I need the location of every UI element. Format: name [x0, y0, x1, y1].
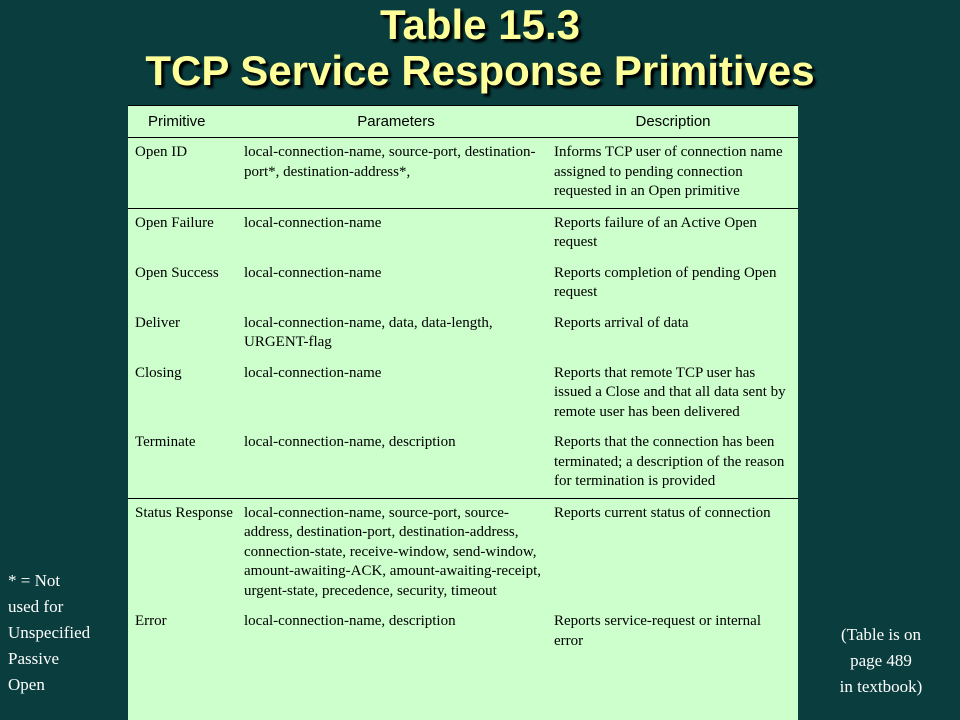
table-row [128, 309, 798, 359]
textbook-page-note [806, 622, 956, 700]
footnote-line: used for [8, 597, 64, 616]
cell-description: Informs TCP user of connection name assigned to pending connection requested in an Open primitive [554, 144, 783, 199]
cell-primitive: Deliver [135, 314, 180, 331]
footnote-line: Passive [8, 649, 59, 668]
table-row [128, 138, 798, 209]
footnote-line: * = Not [8, 571, 61, 590]
page-note-line: in textbook) [839, 677, 923, 696]
cell-parameters: local-connection-name, description [244, 434, 456, 450]
cell-description: Reports arrival of data [554, 314, 689, 331]
table-row [128, 259, 798, 309]
primitives-table-panel [128, 105, 798, 720]
footnote-line: Open [8, 675, 45, 694]
cell-description: Reports completion of pending Open request [554, 264, 777, 300]
cell-primitive: Open Failure [128, 208, 244, 259]
cell-parameters: local-connection-name [244, 208, 548, 259]
title-line-1: Table 15.3 [380, 1, 580, 48]
cell-primitive: Closing [135, 364, 182, 381]
cell-parameters: local-connection-name, source-port, source-address, destination-port, destination-address, connection-state, receive-window, send-window, amount-awaiting-ACK, amount-awaiting-receipt, urgent-state, precedence, security, timeout [244, 498, 548, 607]
cell-primitive: Open Success [135, 264, 219, 281]
header-description: Description [548, 106, 798, 138]
header-parameters: Parameters [244, 106, 548, 138]
cell-parameters: local-connection-name, source-port, destination-port*, destination-address*, [244, 144, 536, 180]
table-row [128, 359, 798, 429]
cell-description: Reports current status of connection [548, 498, 798, 607]
cell-primitive: Status Response [128, 498, 244, 607]
header-primitive: Primitive [128, 106, 244, 138]
table-row [128, 607, 798, 657]
title-line-2: TCP Service Response Primitives [145, 47, 815, 94]
cell-description: Reports that remote TCP user has issued a Close and that all data sent by remote user has been delivered [554, 364, 786, 420]
page-note-line: page 489 [850, 651, 912, 670]
table-row [128, 428, 798, 498]
cell-description: Reports failure of an Active Open request [548, 208, 798, 259]
cell-parameters: local-connection-name, data, data-length, URGENT-flag [244, 314, 493, 350]
footnote-line: Unspecified [8, 623, 91, 642]
page-note-line: (Table is on [840, 625, 921, 644]
table-row [128, 498, 798, 607]
cell-primitive: Terminate [135, 434, 196, 450]
table-header-row [128, 106, 798, 138]
cell-parameters: local-connection-name [244, 364, 382, 381]
footnote-asterisk [8, 568, 90, 698]
cell-description: Reports that the connection has been terminated; a description of the reason for termination is provided [554, 434, 785, 489]
table-row [128, 208, 798, 259]
cell-description: Reports service-request or internal error [554, 613, 762, 649]
cell-parameters: local-connection-name, description [244, 613, 456, 629]
primitives-table [128, 105, 798, 657]
cell-primitive: Error [135, 613, 167, 629]
cell-parameters: local-connection-name [244, 264, 382, 281]
cell-primitive: Open ID [135, 144, 188, 160]
slide-title [0, 2, 960, 94]
